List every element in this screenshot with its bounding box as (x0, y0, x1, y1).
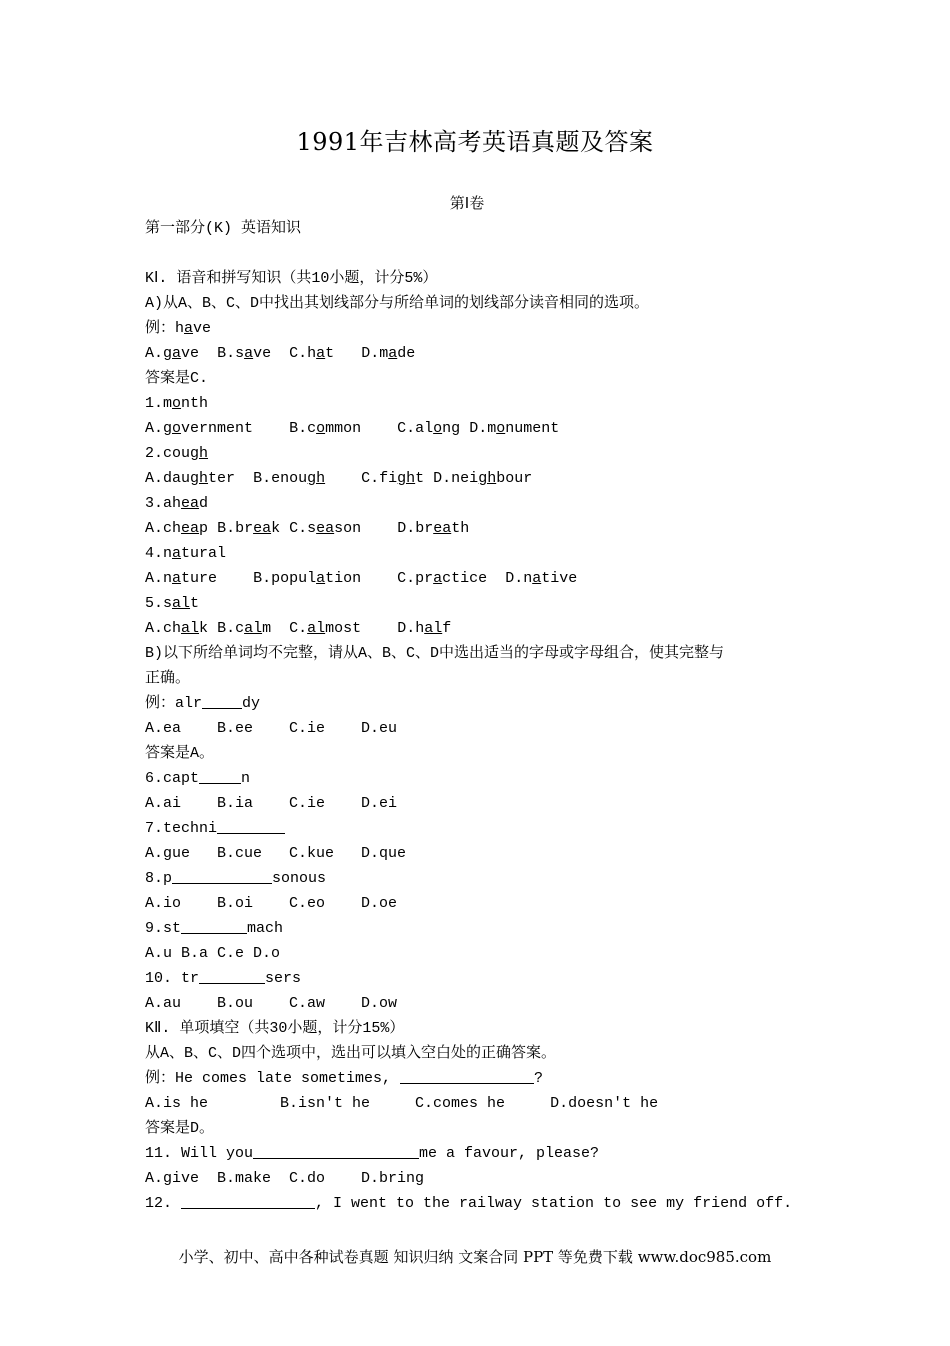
answer-blank (199, 967, 265, 984)
answer-blank (217, 817, 285, 834)
question-7-options: A.gue B.cue C.kue D.que (145, 845, 407, 862)
example-sentence: 例：He comes late sometimes, ? (145, 1066, 805, 1091)
question-5: 5.salt (145, 595, 200, 612)
question-9: 9.st mach (145, 916, 805, 941)
spacer (145, 241, 805, 266)
part-heading: 第一部分(K) 英语知识 (145, 220, 302, 237)
question-1: 1.month (145, 395, 209, 412)
answer-blank (172, 867, 272, 884)
answer-blank (181, 1192, 315, 1209)
instruction-text: 正确。 (145, 670, 191, 687)
answer-blank (253, 1142, 419, 1159)
question-8: 8.p sonous (145, 866, 805, 891)
question-10-options: A.au B.ou C.aw D.ow (145, 995, 398, 1012)
question-11: 11. Will you me a favour, please? (145, 1141, 805, 1166)
instruction-text: B)以下所给单词均不完整，请从A、B、C、D中选出适当的字母或字母组合，使其完整与 (145, 645, 725, 662)
question-2: 2.cough (145, 445, 209, 462)
example-word: 例：alr dy (145, 691, 805, 716)
question-6: 6.capt n (145, 766, 805, 791)
answer-blank (199, 767, 241, 784)
question-6-options: A.ai B.ia C.ie D.ei (145, 795, 398, 812)
instruction-text: 从A、B、C、D四个选项中，选出可以填入空白处的正确答案。 (145, 1045, 557, 1062)
question-9-options: A.u B.a C.e D.o (145, 945, 281, 962)
question-4: 4.natural (145, 545, 227, 562)
example-answer: 答案是C. (145, 370, 209, 387)
question-5-options: A.chalk B.calm C.almost D.half (145, 620, 452, 637)
volume-heading: 第Ⅰ卷 (449, 196, 485, 213)
question-4-options: A.nature B.population C.practice D.native (145, 570, 578, 587)
example-answer: 答案是A。 (145, 745, 215, 762)
section-heading: KⅡ. 单项填空（共30小题，计分15%） (145, 1020, 405, 1037)
question-8-options: A.io B.oi C.eo D.oe (145, 895, 398, 912)
instruction-text: A)从A、B、C、D中找出其划线部分与所给单词的划线部分读音相同的选项。 (145, 295, 650, 312)
question-7: 7.techni (145, 816, 805, 841)
question-1-options: A.government B.common C.along D.monument (145, 420, 560, 437)
question-12: 12. , I went to the railway station to see my friend off. (145, 1191, 805, 1216)
question-3: 3.ahead (145, 495, 209, 512)
document-title: 1991年吉林高考英语真题及答案 (296, 128, 654, 156)
page-footer: 小学、初中、高中各种试卷真题 知识归纳 文案合同 PPT 等免费下载 www.doc985.com (178, 1248, 772, 1266)
example-options: A.gave B.save C.hat D.made (145, 345, 416, 362)
answer-blank (400, 1067, 534, 1084)
document-body (145, 216, 805, 1216)
question-10: 10. tr sers (145, 966, 805, 991)
question-11-options: A.give B.make C.do D.bring (145, 1170, 425, 1187)
example-options: A.ea B.ee C.ie D.eu (145, 720, 398, 737)
example-word: 例：have (145, 320, 212, 337)
example-options: A.is he B.isn't he C.comes he D.doesn't he (145, 1095, 659, 1112)
question-3-options: A.cheap B.break C.season D.breath (145, 520, 470, 537)
example-answer: 答案是D。 (145, 1120, 215, 1137)
answer-blank (181, 917, 247, 934)
answer-blank (202, 692, 242, 709)
question-2-options: A.daughter B.enough C.fight D.neighbour (145, 470, 533, 487)
section-heading: KⅠ. 语音和拼写知识（共10小题，计分5%） (145, 270, 438, 287)
